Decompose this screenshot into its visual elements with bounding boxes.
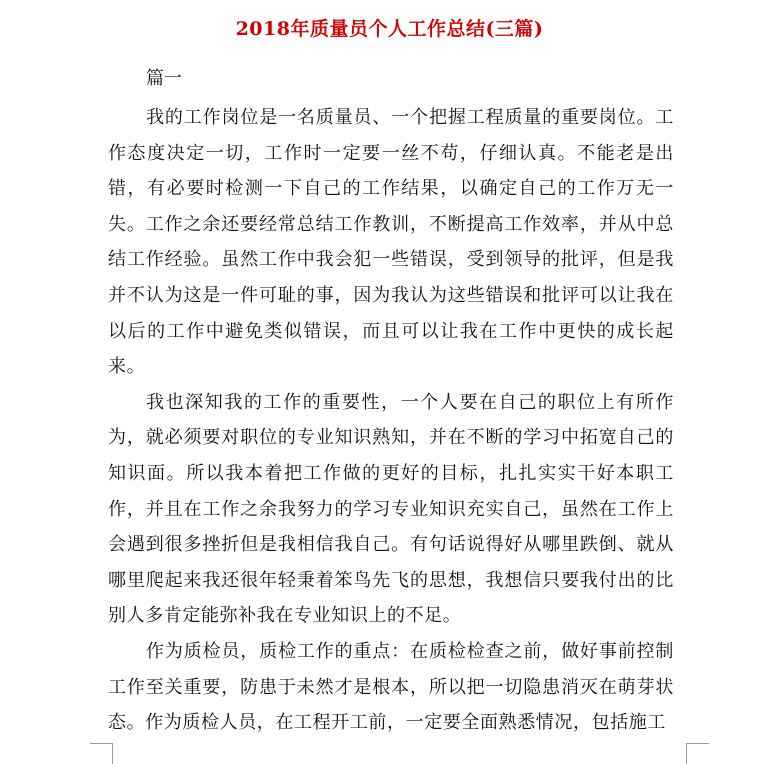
page-corner-mark-left bbox=[90, 743, 113, 764]
document-title: 2018年质量员个人工作总结(三篇) bbox=[235, 18, 544, 40]
paragraph-2: 我也深知我的工作的重要性，一个人要在自己的职位上有所作为，就必须要对职位的专业知识熟知，并在不断的学习中拓宽自己的知识面。所以我本着把工作做的更好的目标，扎扎实实干好本职工作，并且在工作之余我努力的学习专业知识充实自己，虽然在工作上会遇到很多挫折但是我相信我自己。有句话说得好从哪里跌倒、就从哪里爬起来我还很年轻秉着笨鸟先飞的思想，我想信只要我付出的比别人多肯定能弥补我在专业知识上的不足。 bbox=[108, 391, 674, 627]
paragraph-3: 作为质检员，质检工作的重点：在质检检查之前，做好事前控制工作至关重要，防患于未然才是根本，所以把一切隐患消灭在萌芽状态。作为质检人员，在工程开工前，一定要全面熟悉情况，包括施工 bbox=[108, 640, 674, 734]
page-corner-mark-right bbox=[686, 743, 709, 764]
section-heading: 篇一 bbox=[146, 68, 182, 89]
paragraph-1: 我的工作岗位是一名质量员、一个把握工程质量的重要岗位。工作态度决定一切，工作时一定要一丝不苟，仔细认真。不能老是出错，有必要时检测一下自己的工作结果，以确定自己的工作万无一失。工作之余还要经常总结工作教训，不断提高工作效率，并从中总结工作经验。虽然工作中我会犯一些错误，受到领导的批评，但是我并不认为这是一件可耻的事，因为我认为这些错误和批评可以让我在以后的工作中避免类似错误，而且可以让我在工作中更快的成长起来。 bbox=[108, 107, 674, 378]
document-body bbox=[108, 100, 674, 741]
